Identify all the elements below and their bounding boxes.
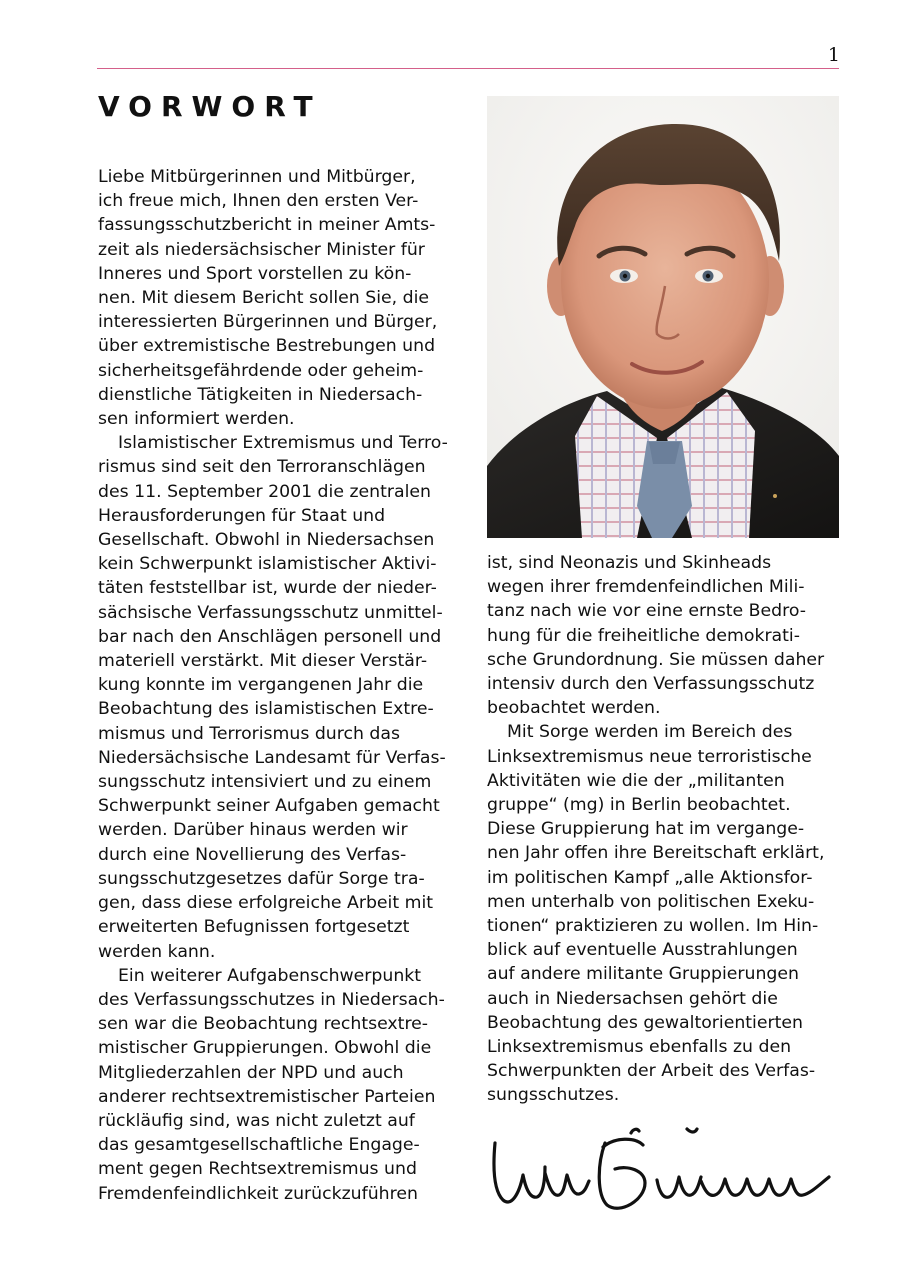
text-line: auch in Niedersachsen gehört die — [487, 988, 778, 1009]
text-line: des Verfassungsschutzes in Niedersach- — [98, 989, 445, 1010]
text-line: sicherheitsgefährdende oder geheim- — [98, 360, 424, 381]
text-line: Linksextremismus ebenfalls zu den — [487, 1037, 792, 1058]
text-line: des 11. September 2001 die zentralen — [98, 481, 431, 502]
signature — [485, 1125, 840, 1220]
text-line: sungsschutz intensiviert und zu einem — [98, 772, 432, 793]
text-line: gen, dass diese erfolgreiche Arbeit mit — [98, 893, 434, 914]
text-line: tanz nach wie vor eine ernste Bedro- — [487, 601, 806, 622]
body-text-right-column — [487, 551, 847, 1108]
text-line: Herausforderungen für Staat und — [98, 505, 386, 526]
text-line: mismus und Terrorismus durch das — [98, 723, 400, 744]
text-line: Fremdenfeindlichkeit zurückzuführen — [98, 1183, 418, 1204]
text-line: Inneres und Sport vorstellen zu kön- — [98, 263, 412, 284]
text-line: durch eine Novellierung des Verfas- — [98, 844, 407, 865]
text-line: sungsschutzgesetzes dafür Sorge tra- — [98, 868, 425, 889]
text-line: intensiv durch den Verfassungsschutz — [487, 674, 815, 695]
text-line: im politischen Kampf „alle Aktionsfor- — [487, 867, 813, 888]
text-line: Ein weiterer Aufgabenschwerpunkt — [118, 965, 422, 986]
text-line: ist, sind Neonazis und Skinheads — [487, 553, 772, 573]
text-line: Liebe Mitbürgerinnen und Mitbürger, — [98, 167, 416, 187]
text-line: gruppe“ (mg) in Berlin beobachtet. — [487, 795, 791, 816]
text-line: Beobachtung des gewaltorientierten — [487, 1012, 803, 1033]
text-line: beobachtet werden. — [487, 698, 661, 719]
text-line: über extremistische Bestrebungen und — [98, 336, 436, 357]
text-line: fassungsschutzbericht in meiner Amts- — [98, 215, 436, 236]
text-line: men unterhalb von politischen Exeku- — [487, 891, 815, 912]
text-line: interessierten Bürgerinnen und Bürger, — [98, 312, 438, 333]
text-line: ment gegen Rechtsextremismus und — [98, 1159, 417, 1180]
body-text-left-column — [98, 165, 458, 1206]
text-line: nen Jahr offen ihre Bereitschaft erklärt, — [487, 843, 825, 864]
text-line: ich freue mich, Ihnen den ersten Ver- — [98, 191, 419, 212]
text-line: sungsschutzes. — [487, 1085, 620, 1106]
text-line: rismus sind seit den Terroranschlägen — [98, 457, 426, 478]
text-line: auf andere militante Gruppierungen — [487, 964, 799, 985]
text-line: Linksextremismus neue terroristische — [487, 746, 812, 767]
text-line: Islamistischer Extremismus und Terro- — [118, 433, 448, 454]
text-line: Mit Sorge werden im Bereich des — [507, 722, 793, 743]
header-rule — [97, 68, 839, 69]
text-line: kein Schwerpunkt islamistischer Aktivi- — [98, 554, 437, 575]
text-line: bar nach den Anschlägen personell und — [98, 626, 442, 647]
text-line: materiell verstärkt. Mit dieser Verstär- — [98, 651, 428, 672]
text-line: erweiterten Befugnissen fortgesetzt — [98, 917, 410, 938]
text-line: kung konnte im vergangenen Jahr die — [98, 675, 424, 696]
text-line: mistischer Gruppierungen. Obwohl die — [98, 1038, 432, 1059]
text-line: sächsische Verfassungsschutz unmittel- — [98, 602, 443, 623]
text-line: Mitgliederzahlen der NPD und auch — [98, 1062, 404, 1083]
text-line: nen. Mit diesem Bericht sollen Sie, die — [98, 288, 430, 309]
text-line: hung für die freiheitliche demokrati- — [487, 625, 800, 646]
text-line: das gesamtgesellschaftliche Engage- — [98, 1135, 420, 1156]
text-line: rückläufig sind, was nicht zuletzt auf — [98, 1110, 415, 1131]
text-line: Niedersächsische Landesamt für Verfas- — [98, 747, 446, 768]
text-line: blick auf eventuelle Ausstrahlungen — [487, 940, 798, 961]
text-line: dienstliche Tätigkeiten in Niedersach- — [98, 384, 423, 405]
text-line: zeit als niedersächsischer Minister für — [98, 239, 425, 260]
text-line: anderer rechtsextremistischer Parteien — [98, 1086, 436, 1107]
text-line: sche Grundordnung. Sie müssen daher — [487, 649, 825, 670]
page-number: 1 — [827, 44, 840, 66]
text-line: tionen“ praktizieren zu wollen. Im Hin- — [487, 916, 819, 937]
text-line: wegen ihrer fremdenfeindlichen Mili- — [487, 577, 805, 598]
text-line: Diese Gruppierung hat im vergange- — [487, 819, 805, 840]
text-line: Schwerpunkt seiner Aufgaben gemacht — [98, 796, 440, 817]
text-line: werden kann. — [98, 941, 216, 962]
text-line: sen informiert werden. — [98, 409, 295, 430]
portrait-photo — [487, 96, 839, 538]
text-line: Schwerpunkten der Arbeit des Verfas- — [487, 1061, 816, 1082]
text-line: Gesellschaft. Obwohl in Niedersachsen — [98, 530, 435, 551]
text-line: Beobachtung des islamistischen Extre- — [98, 699, 434, 720]
text-line: werden. Darüber hinaus werden wir — [98, 820, 408, 841]
text-line: täten feststellbar ist, wurde der nieder- — [98, 578, 437, 599]
page-title: VORWORT — [98, 90, 322, 123]
text-line: Aktivitäten wie die der „militanten — [487, 770, 785, 791]
text-line: sen war die Beobachtung rechtsextre- — [98, 1014, 429, 1035]
